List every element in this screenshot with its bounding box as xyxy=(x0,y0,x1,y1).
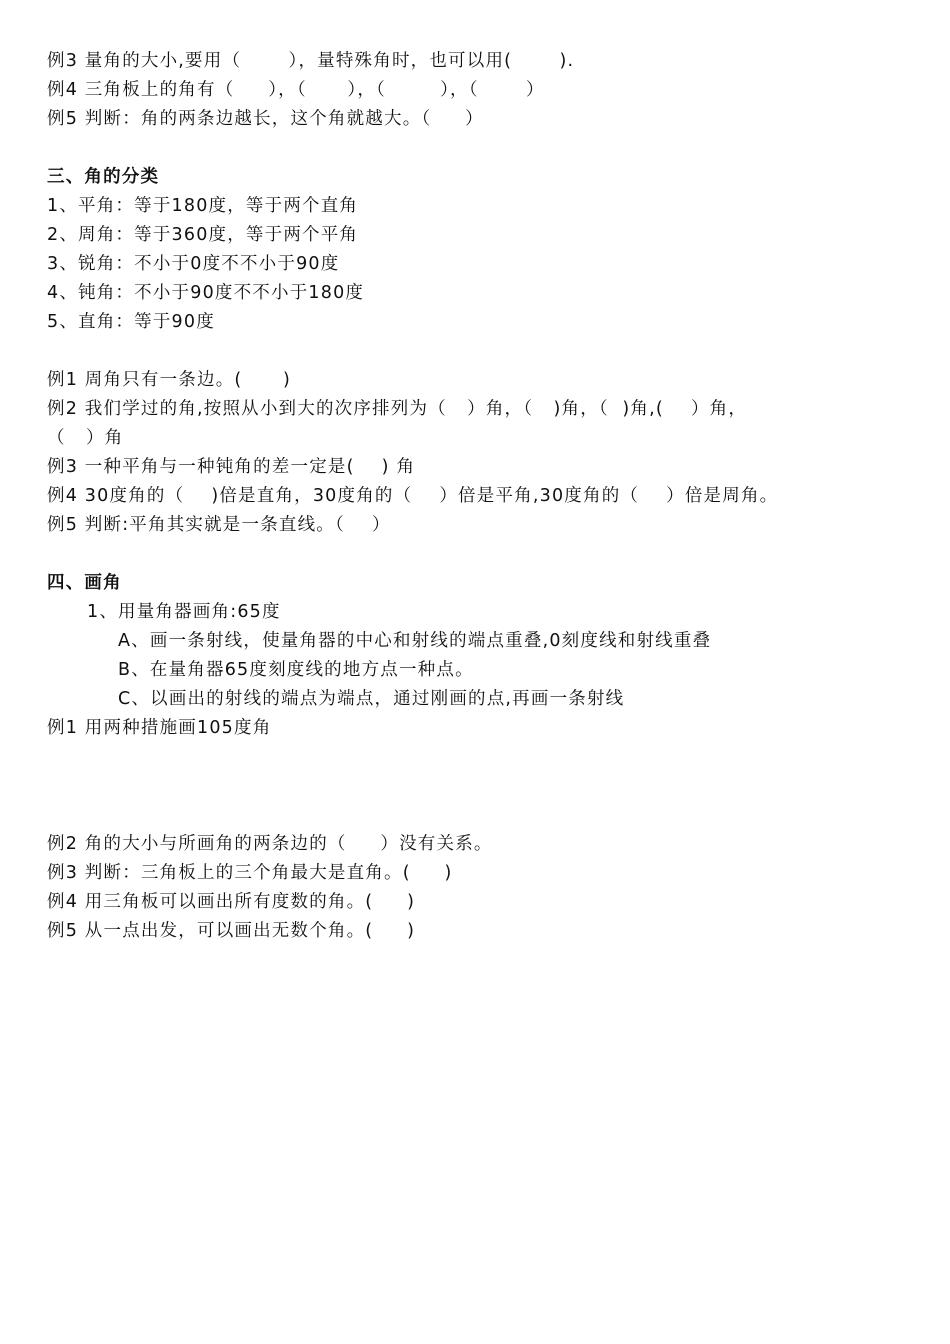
section-4-example-2: 例2 角的大小与所画角的两条边的（ ）没有关系。 xyxy=(47,834,493,854)
section-3-heading: 三、角的分类 xyxy=(47,167,160,187)
section-4-subheading: 1、用量角器画角:65度 xyxy=(87,602,281,622)
drawing-step-a: A、画一条射线，使量角器的中心和射线的端点重叠,0刻度线和射线重叠 xyxy=(118,631,712,651)
example-5-judge-sides: 例5 判断：角的两条边越长，这个角就越大。（ ） xyxy=(47,109,484,129)
section-3-example-1: 例1 周角只有一条边。( ) xyxy=(47,370,292,390)
classification-item-obtuse-angle: 4、钝角：不小于90度不不小于180度 xyxy=(47,283,365,303)
example-3-protractor: 例3 量角的大小,要用（ ），量特殊角时，也可以用( ). xyxy=(47,51,575,71)
section-3-example-4: 例4 30度角的（ )倍是直角，30度角的（ ）倍是平角,30度角的（ ）倍是周角。 xyxy=(47,486,779,506)
example-4-triangle-angles: 例4 三角板上的角有（ ），（ ），（ ），（ ） xyxy=(47,80,545,100)
section-3-example-3: 例3 一种平角与一种钝角的差一定是( ) 角 xyxy=(47,457,416,477)
section-4-example-1: 例1 用两种措施画105度角 xyxy=(47,718,272,738)
classification-item-acute-angle: 3、锐角：不小于0度不不小于90度 xyxy=(47,254,340,274)
section-3-example-2-continued: （ ）角 xyxy=(47,428,124,448)
classification-item-right-angle: 5、直角：等于90度 xyxy=(47,312,215,332)
classification-item-straight-angle: 1、平角：等于180度，等于两个直角 xyxy=(47,196,359,216)
section-4-example-5: 例5 从一点出发，可以画出无数个角。( ) xyxy=(47,921,416,941)
classification-item-round-angle: 2、周角：等于360度，等于两个平角 xyxy=(47,225,359,245)
drawing-step-b: B、在量角器65度刻度线的地方点一种点。 xyxy=(118,660,474,680)
section-3-example-2: 例2 我们学过的角,按照从小到大的次序排列为（ ）角，（ )角，（ )角,( ）角， xyxy=(47,399,748,419)
drawing-step-c: C、以画出的射线的端点为端点，通过刚画的点,再画一条射线 xyxy=(118,689,625,709)
section-4-example-3: 例3 判断：三角板上的三个角最大是直角。( ) xyxy=(47,863,453,883)
section-4-example-4: 例4 用三角板可以画出所有度数的角。( ) xyxy=(47,892,416,912)
section-3-example-5: 例5 判断:平角其实就是一条直线。（ ） xyxy=(47,515,391,535)
section-4-heading: 四、画角 xyxy=(47,573,122,593)
